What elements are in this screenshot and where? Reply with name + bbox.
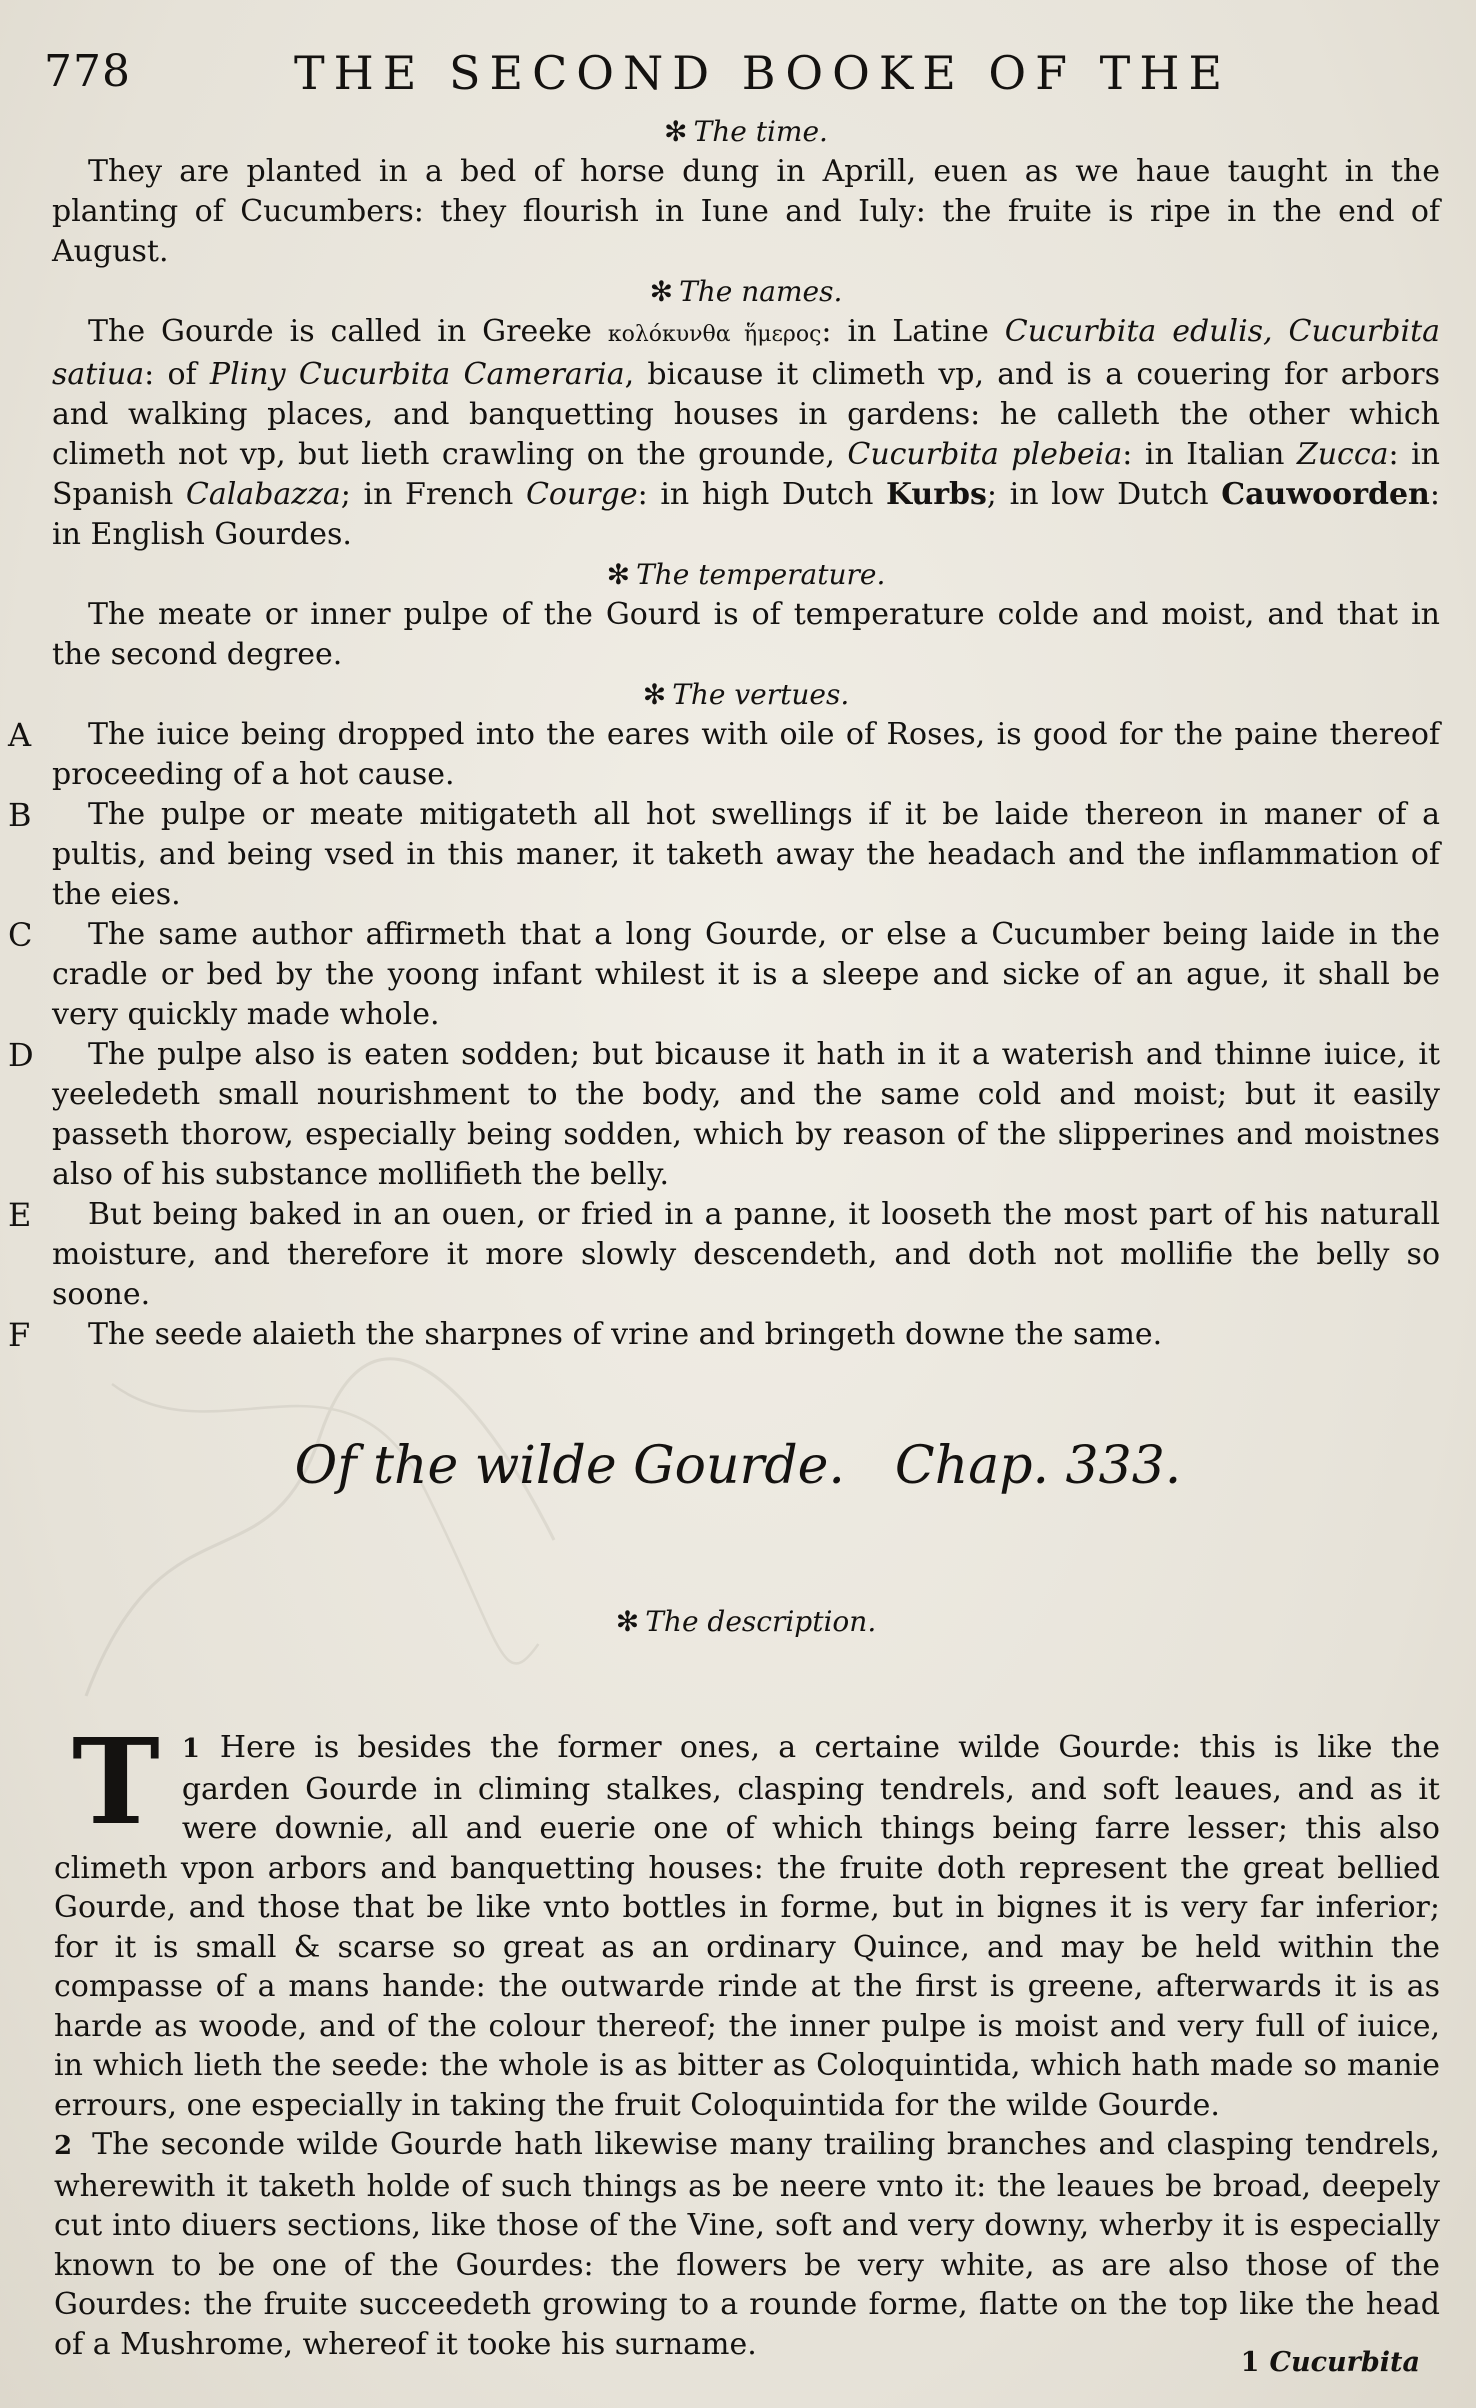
drop-capital: T	[72, 1712, 160, 1851]
margin-letter: B	[8, 796, 32, 834]
catchword: 1 Cucurbita	[1240, 2347, 1420, 2378]
vertue-item: C The same author affirmeth that a long Gourde, or else a Cucumber being laide in the cradle or bed by the yoong infant whilest it is a sleepe and sicke of an ague, it shall be very quickly made whole.	[8, 916, 1440, 1032]
asterism-icon: ✻	[606, 558, 631, 591]
upper-text-block	[8, 112, 1441, 1355]
chapter-heading: Of the wilde Gourde.	[294, 1436, 845, 1496]
margin-letter: D	[8, 1036, 34, 1074]
description-paragraph-2: 2 The seconde wilde Gourde hath likewise many trailing branches and clasping tendrels, wherewith it taketh holde of such things as be neere vnto it: the leaues be broad, deepely cut into diuers sections, like those of the Vine, soft and very downy, wherby it is especially known to be one of the Gourdes: the flowers be very white, as are also those of the Gourdes: the fruite succeedeth growing to a rounde forme, flatte on the top like the head of a Mushrome, whereof it tooke his surname.	[54, 2127, 1440, 2362]
temperature-paragraph: The meate or inner pulpe of the Gourd is of temperature colde and moist, and that in the second degree.	[52, 597, 1440, 672]
vertue-item: D The pulpe also is eaten sodden; but bicause it hath in it a waterish and thinne iuice, it yeeledeth small nourishment to the body, and the same cold and moist; but it easily passeth thorow, especially being sodden, which by reason of the slipperines and moistnes also of his substance mollifieth the belly.	[8, 1036, 1440, 1192]
description-text	[54, 1712, 1440, 2364]
italian-name: Zucca	[1296, 437, 1389, 472]
margin-letter: F	[8, 1316, 31, 1354]
section-heading-temperature: ✻ The temperature.	[606, 558, 886, 591]
description-heading-block	[52, 1602, 1440, 1642]
asterism-icon: ✻	[615, 1605, 640, 1638]
margin-letter: A	[8, 716, 32, 754]
margin-letter: C	[8, 916, 33, 954]
high-dutch-name: Kurbs	[886, 477, 987, 512]
vertue-item: E But being baked in an ouen, or fried in a panne, it looseth the most part of his naturall moisture, and therefore it more slowly descendeth, and doth not mollifie the belly so soone.	[8, 1196, 1440, 1312]
latin-name: Cucurbita edulis, Cucurbita satiua	[52, 314, 1441, 392]
pliny-name: Pliny Cucurbita Cameraria	[209, 357, 625, 392]
section-heading-names: ✻ The names.	[649, 275, 843, 308]
section-heading-time: ✻ The time.	[664, 115, 828, 148]
time-paragraph: They are planted in a bed of horse dung in Aprill, euen as we haue taught in the planting of Cucumbers: they flourish in Iune and Iuly: the fruite is ripe in the end of August.	[52, 154, 1440, 269]
paragraph-number: 2	[54, 2131, 73, 2161]
asterism-icon: ✻	[642, 678, 667, 711]
section-heading-vertues: ✻ The vertues.	[642, 678, 850, 711]
plebeia-name: Cucurbita plebeia	[847, 437, 1123, 472]
chapter-number: Chap. 333.	[894, 1436, 1182, 1496]
description-paragraph-1: 1 T Here is besides the former ones, a certaine wilde Gourde: this is like the garden Gourde in climing stalkes, clasping tendrels, and soft leaues, and as it were downie, all and euerie one of which things being farre lesser; this also climeth vpon arbors and banquetting houses: the fruite doth represent the great bellied Gourde, and those that be like vnto bottles in forme, but in bignes it is very far inferior; for it is small & scarse so great as an ordinary Quince, and may be held within the compasse of a mans hande: the outwarde rinde at the first is greene, afterwards it is as harde as woode, and of the colour thereof; the inner pulpe is moist and very full of iuice, in which lieth the seede: the whole is as bitter as Coloquintida, which hath made so manie errours, one especially in taking the fruit Coloquintida for the wilde Gourde.	[54, 1712, 1440, 2123]
running-head: THE SECOND BOOKE OF THE	[294, 46, 1232, 100]
asterism-icon: ✻	[649, 275, 674, 308]
french-name: Courge	[525, 477, 638, 512]
paragraph-number: 1	[181, 1734, 200, 1764]
low-dutch-name: Cauwoorden	[1221, 477, 1430, 512]
vertue-item: F The seede alaieth the sharpnes of vrine and bringeth downe the same.	[8, 1316, 1163, 1354]
page-number: 778	[44, 46, 131, 97]
chapter-title	[0, 1436, 1476, 1496]
vertue-item: B The pulpe or meate mitigateth all hot swellings if it be laide thereon in maner of a pultis, and being vsed in this maner, it taketh away the headach and the inflammation of the eies.	[8, 796, 1440, 912]
margin-letter: E	[8, 1196, 32, 1234]
spanish-name: Calabazza	[185, 477, 341, 512]
names-paragraph: The Gourde is called in Greeke κολόκυνθα ἥμερος: in Latine Cucurbita edulis, Cucurbita satiua: of Pliny Cucurbita Cameraria, bicause it climeth vp, and is a couering for arbors and walking places, and banquetting houses in gardens: he calleth the other which climeth not vp, but lieth crawling on the grounde, Cucurbita plebeia: in Italian Zucca: in Spanish Calabazza; in French Courge: in high Dutch Kurbs; in low Dutch Cauwoorden: in English Gourdes.	[52, 314, 1441, 552]
greek-name: κολόκυνθα ἥμερος	[607, 322, 822, 347]
vertue-item: A The iuice being dropped into the eares with oile of Roses, is good for the paine thereof proceeding of a hot cause.	[8, 716, 1440, 792]
section-heading-description: ✻ The description.	[615, 1605, 877, 1638]
page-header	[44, 46, 1436, 106]
asterism-icon: ✻	[664, 115, 688, 148]
